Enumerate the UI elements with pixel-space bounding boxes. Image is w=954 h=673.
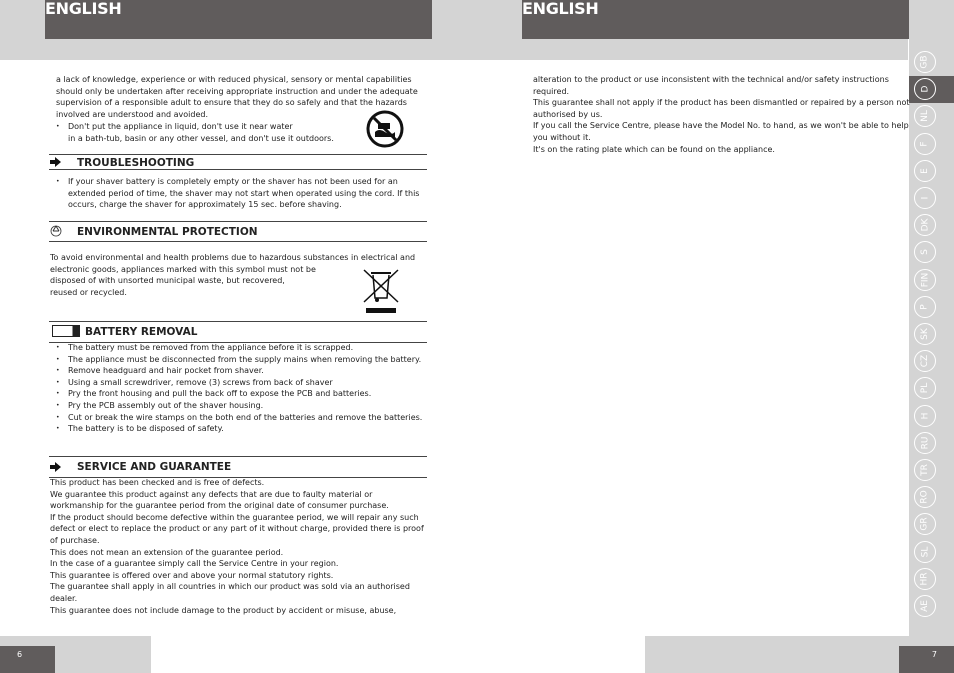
troubleshooting-heading <box>49 154 427 170</box>
language-tab-tr[interactable]: TR <box>914 459 936 481</box>
service-title: SERVICE AND GUARANTEE <box>77 461 232 473</box>
right-page-text <box>533 74 913 155</box>
list-item: • The battery must be removed from the appliance before it is scrapped. <box>50 342 428 354</box>
list-item: • Remove headguard and hair pocket from shaver. <box>50 365 428 377</box>
no-water-icon <box>365 110 405 148</box>
left-header <box>45 0 432 39</box>
recycle-icon <box>50 225 62 237</box>
list-item: • The battery is to be disposed of safety. <box>50 423 428 435</box>
page-number-right: 7 <box>899 646 954 673</box>
list-item: • Cut or break the wire stamps on the both end of the batteries and remove the batteries. <box>50 412 428 424</box>
right-header-title: ENGLISH <box>522 0 599 18</box>
list-item: • Pry the PCB assembly out of the shaver housing. <box>50 400 428 412</box>
service-paragraph: In the case of a guarantee simply call the Service Centre in your region. <box>50 559 339 569</box>
language-tab-nl[interactable]: NL <box>914 105 936 127</box>
battery-title: BATTERY REMOVAL <box>85 326 198 338</box>
battery-icon <box>52 325 80 337</box>
list-item: • The appliance must be disconnected from the supply mains when removing the battery. <box>50 354 428 366</box>
troubleshooting-title: TROUBLESHOOTING <box>77 157 195 169</box>
service-paragraph: This guarantee is offered over and above your normal statutory rights. <box>50 570 334 580</box>
service-paragraph: This guarantee does not include damage to the product by accident or misuse, abuse, <box>50 605 397 615</box>
page-number-left: 6 <box>0 646 55 673</box>
language-tab-gb[interactable]: GB <box>914 51 936 73</box>
left-header-title: ENGLISH <box>45 0 122 18</box>
service-heading <box>49 456 427 478</box>
language-tab-e[interactable]: E <box>914 160 936 182</box>
service-text <box>50 477 426 616</box>
weee-bin-icon <box>362 266 400 314</box>
bullet-water <box>50 121 370 144</box>
list-item: • Pry the front housing and pull the back off to expose the PCB and batteries. <box>50 388 428 400</box>
environmental-text: To avoid environmental and health problems due to hazardous substances in electrical and electronic goods, appliances marked with this symbol must not be disposed of with unsorted municipal waste, but recovered, reused or recycled. <box>50 253 416 297</box>
service-paragraph: If the product should become defective within the guarantee period, we will repair any such defect or elect to replace the product or any part of it without charge, provided there is proof of purchase. <box>50 512 424 545</box>
language-tab-p[interactable]: P <box>914 296 936 318</box>
arrow-right-icon <box>50 462 61 472</box>
arrow-right-icon <box>50 157 61 167</box>
right-header <box>522 0 909 39</box>
language-tab-gr[interactable]: GR <box>914 513 936 535</box>
list-item: • If your shaver battery is completely empty or the shaver has not been used for an extended period of time, the shaver may not start when operated using the cord. If this occurs, charge the shaver for approximately 15 sec. before shaving. <box>50 176 428 211</box>
language-tab-fin[interactable]: FIN <box>914 269 936 291</box>
intro-paragraph: a lack of knowledge, experience or with reduced physical, sensory or mental capabilities should only be undertaken after receiving appropriate instruction and under the adequate supervision of a responsible adult to ensure that they do so safely and that the hazards involved are understood and avoided. <box>56 75 418 119</box>
language-tab-pl[interactable]: PL <box>914 377 936 399</box>
language-tab-ro[interactable]: RO <box>914 486 936 508</box>
language-tab-d[interactable]: D <box>914 78 936 100</box>
battery-heading <box>49 321 427 343</box>
language-tab-h[interactable]: H <box>914 405 936 427</box>
troubleshooting-text <box>50 176 428 211</box>
service-paragraph: This product has been checked and is free of defects. <box>50 478 265 487</box>
right-paragraph: alteration to the product or use inconsistent with the technical and/or safety instructions required. <box>533 75 889 96</box>
language-tab-f[interactable]: F <box>914 133 936 155</box>
language-tab-sl[interactable]: SL <box>914 541 936 563</box>
right-footer-band <box>645 636 909 673</box>
right-paragraph: This guarantee shall not apply if the product has been dismantled or repaired by a person not authorised by us. <box>533 98 910 119</box>
environmental-title: ENVIRONMENTAL PROTECTION <box>77 226 258 238</box>
language-tab-hr[interactable]: HR <box>914 568 936 590</box>
language-tab-s[interactable]: S <box>914 241 936 263</box>
language-tab-sk[interactable]: SK <box>914 323 936 345</box>
battery-list <box>50 342 428 435</box>
right-paragraph: It's on the rating plate which can be found on the appliance. <box>533 144 775 154</box>
language-tab-cz[interactable]: CZ <box>914 350 936 372</box>
list-item: • Don't put the appliance in liquid, don't use it near water in a bath-tub, basin or any other vessel, and don't use it outdoors. <box>50 121 370 144</box>
environmental-heading <box>49 221 427 242</box>
service-paragraph: The guarantee shall apply in all countries in which our product was sold via an authorised dealer. <box>50 582 410 603</box>
service-paragraph: We guarantee this product against any defects that are due to faulty material or workmanship for the guarantee period from the original date of consumer purchase. <box>50 489 389 511</box>
service-paragraph: This does not mean an extension of the guarantee period. <box>50 547 284 557</box>
language-tab-dk[interactable]: DK <box>914 214 936 236</box>
language-tab-i[interactable]: I <box>914 187 936 209</box>
list-item: • Using a small screwdriver, remove (3) screws from back of shaver <box>50 377 428 389</box>
right-paragraph: If you call the Service Centre, please have the Model No. to hand, as we won't be able to help you without it. <box>533 121 909 142</box>
language-tab-ru[interactable]: RU <box>914 432 936 454</box>
language-tab-ae[interactable]: AE <box>914 595 936 617</box>
